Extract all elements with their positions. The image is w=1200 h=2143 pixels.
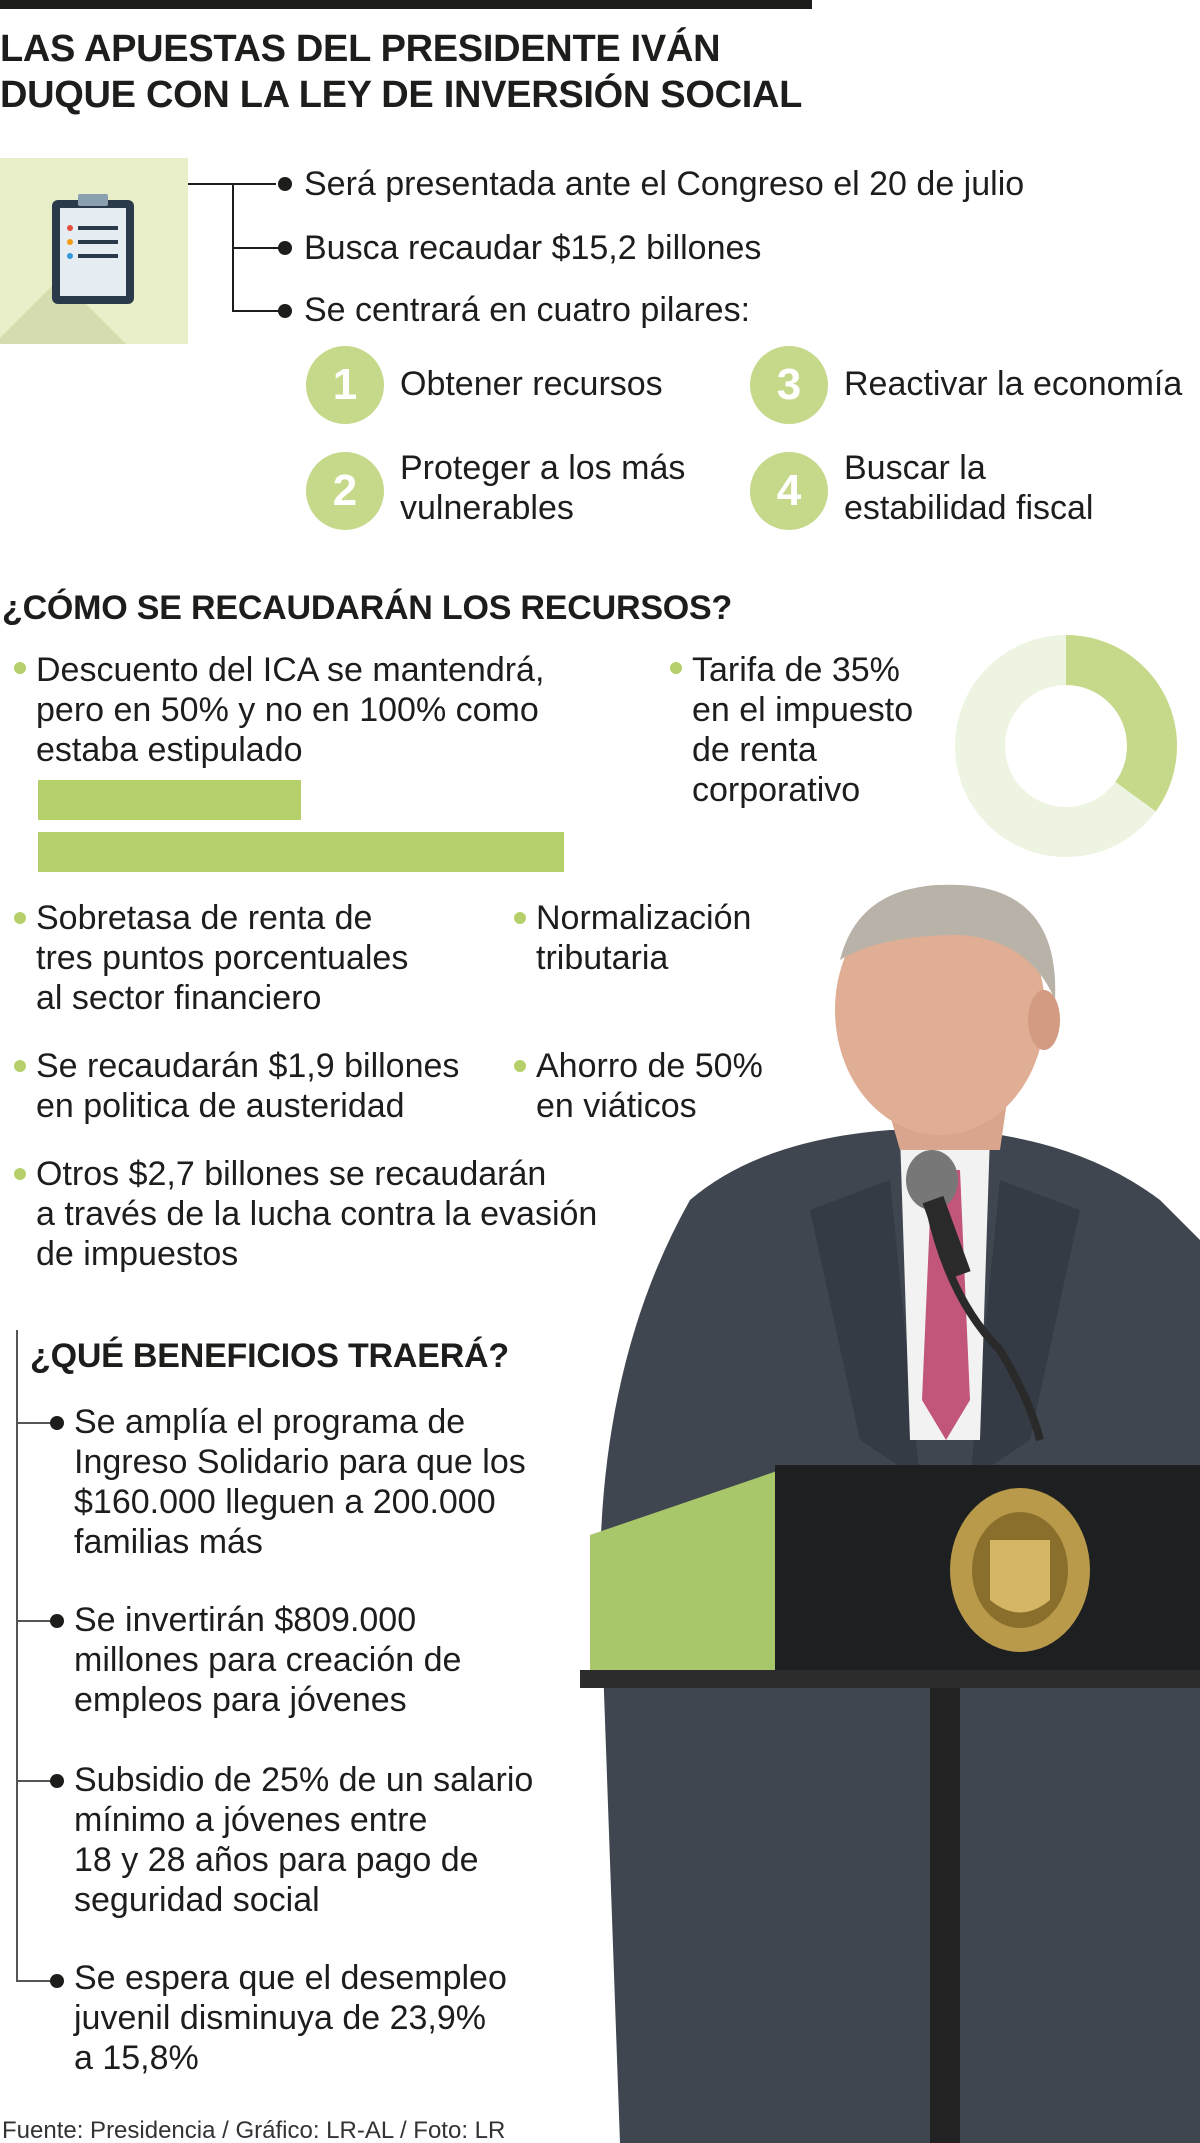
tarifa-text: Tarifa de 35% en el impuesto de renta corporativo xyxy=(692,651,914,809)
austeridad-text: Se recaudarán $1,9 billones en politica de austeridad xyxy=(36,1047,460,1125)
pillar-number-2: 2 xyxy=(306,452,384,530)
bullet-dot xyxy=(278,241,292,255)
section-heading-beneficios: ¿QUÉ BENEFICIOS TRAERÁ? xyxy=(30,1337,509,1375)
evasion-text: Otros $2,7 billones se recaudarán a través de la lucha contra la evasión de impuestos xyxy=(36,1155,598,1273)
bullet-dot xyxy=(50,1416,64,1430)
pillar-label-1: Obtener recursos xyxy=(400,365,663,403)
beneficio-item-1: Se amplía el programa de Ingreso Solidario para que los $160.000 lleguen a 200.000 familias más xyxy=(74,1403,526,1561)
bullet-dot xyxy=(670,662,682,674)
beneficio-item-3: Subsidio de 25% de un salario mínimo a jóvenes entre 18 y 28 años para pago de seguridad social xyxy=(74,1761,534,1919)
ica-text: Descuento del ICA se mantendrá, pero en 50% y no en 100% como estaba estipulado xyxy=(36,651,545,769)
clipboard-illustration xyxy=(0,158,188,344)
bullet-dot xyxy=(14,912,26,924)
pillar-number-4: 4 xyxy=(750,452,828,530)
bullet-dot xyxy=(278,304,292,318)
ica-bar-50 xyxy=(38,780,301,820)
pillar-number-3: 3 xyxy=(750,346,828,424)
pillar-number-1: 1 xyxy=(306,346,384,424)
bullet-dot xyxy=(14,662,26,674)
clipboard-icon xyxy=(50,194,140,304)
pillar-label-2: Proteger a los más vulnerables xyxy=(400,449,686,527)
bullet-dot xyxy=(50,1774,64,1788)
bullet-dot xyxy=(50,1974,64,1988)
bullet-dot xyxy=(514,912,526,924)
pillar-label-4: Buscar la estabilidad fiscal xyxy=(844,449,1094,527)
section-heading-recaudo: ¿CÓMO SE RECAUDARÁN LOS RECURSOS? xyxy=(2,589,733,627)
connector-branch xyxy=(232,247,280,249)
beneficio-item-4: Se espera que el desempleo juvenil disminuya de 23,9% a 15,8% xyxy=(74,1959,507,2077)
bullet-dot xyxy=(514,1060,526,1072)
intro-item: Será presentada ante el Congreso el 20 de julio xyxy=(304,165,1025,203)
tarifa-donut-chart xyxy=(954,634,1178,858)
bullet-dot xyxy=(278,177,292,191)
title-line-2: DUQUE CON LA LEY DE INVERSIÓN SOCIAL xyxy=(0,74,803,116)
bullet-dot xyxy=(14,1168,26,1180)
title-line-1: LAS APUESTAS DEL PRESIDENTE IVÁN xyxy=(0,28,721,70)
intro-item: Busca recaudar $15,2 billones xyxy=(304,229,762,267)
beneficios-connector xyxy=(16,1330,18,1982)
ica-bar-100 xyxy=(38,832,564,872)
bullet-dot xyxy=(14,1060,26,1072)
bullet-dot xyxy=(50,1614,64,1628)
top-rule xyxy=(0,0,812,9)
connector-branch xyxy=(232,310,280,312)
source-credit: Fuente: Presidencia / Gráfico: LR-AL / Foto: LR xyxy=(2,2117,506,2143)
infographic-title xyxy=(0,26,880,118)
intro-item: Se centrará en cuatro pilares: xyxy=(304,291,751,329)
viaticos-text: Ahorro de 50% en viáticos xyxy=(536,1047,763,1125)
beneficio-item-2: Se invertirán $809.000 millones para creación de empleos para jóvenes xyxy=(74,1601,462,1719)
sobretasa-text: Sobretasa de renta de tres puntos porcentuales al sector financiero xyxy=(36,899,409,1017)
pillar-label-3: Reactivar la economía xyxy=(844,365,1183,403)
normalizacion-text: Normalización tributaria xyxy=(536,899,752,977)
